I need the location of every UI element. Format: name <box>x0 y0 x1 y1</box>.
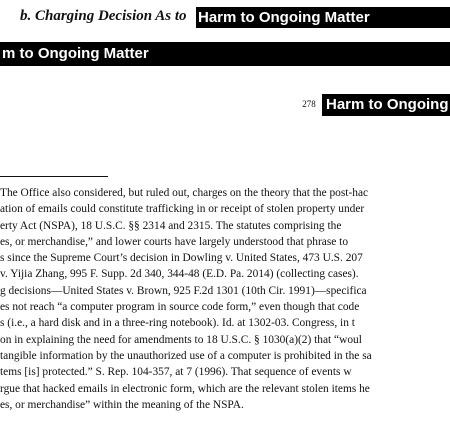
footnote-line: ation of emails could constitute trafficking in or receipt of stolen property under <box>0 203 365 216</box>
footnote-divider <box>0 176 108 177</box>
footnote-line: rgue that hacked emails in electronic form, which are the relevant stolen items he <box>0 382 370 395</box>
footnote-line: es, or merchandise,” and lower courts have largely understood that phrase to <box>0 235 349 248</box>
footnote-line: s (i.e., a hard disk and in a three-ring notebook). Id. at 1302-03. Congress, in t <box>0 317 355 330</box>
footnote-line: on in explaining the need for amendments to 18 U.S.C. § 1030(a)(2) that “woul <box>0 333 362 346</box>
footnote-line: erty Act (NSPA), 18 U.S.C. §§ 2314 and 2315. The statutes comprising the <box>0 219 342 232</box>
redaction-right: Harm to Ongoing <box>322 94 450 116</box>
redaction-full-line: m to Ongoing Matter <box>0 42 450 66</box>
footnote-line: g decisions—United States v. Brown, 925 F.2d 1301 (10th Cir. 1991)—specifica <box>0 284 367 297</box>
footnote-line: tems [is] protected.” S. Rep. 104-357, at 7 (1996). That sequence of events w <box>0 366 352 379</box>
footnote-line: es, or merchandise” within the meaning of the NSPA. <box>0 398 244 411</box>
footnote-line: The Office also considered, but ruled out, charges on the theory that the post-hac <box>0 187 369 199</box>
redaction-heading: Harm to Ongoing Matter <box>196 7 450 28</box>
section-heading: b. Charging Decision As to <box>20 8 187 24</box>
footnote-line: tangible information by the unauthorized use of a computer is prohibited in the sa <box>0 349 372 362</box>
footnote-line: es not reach “a computer program in source code form,” even though that code <box>0 301 360 314</box>
footnote-line: s since the Supreme Court’s decision in Dowling v. United States, 473 U.S. 207 <box>0 252 363 265</box>
footnote-reference-marker: 278 <box>299 97 319 111</box>
footnote-body <box>0 185 450 413</box>
footnote-line: v. Yijia Zhang, 995 F. Supp. 2d 340, 344-48 (E.D. Pa. 2014) (collecting cases). <box>0 268 359 281</box>
